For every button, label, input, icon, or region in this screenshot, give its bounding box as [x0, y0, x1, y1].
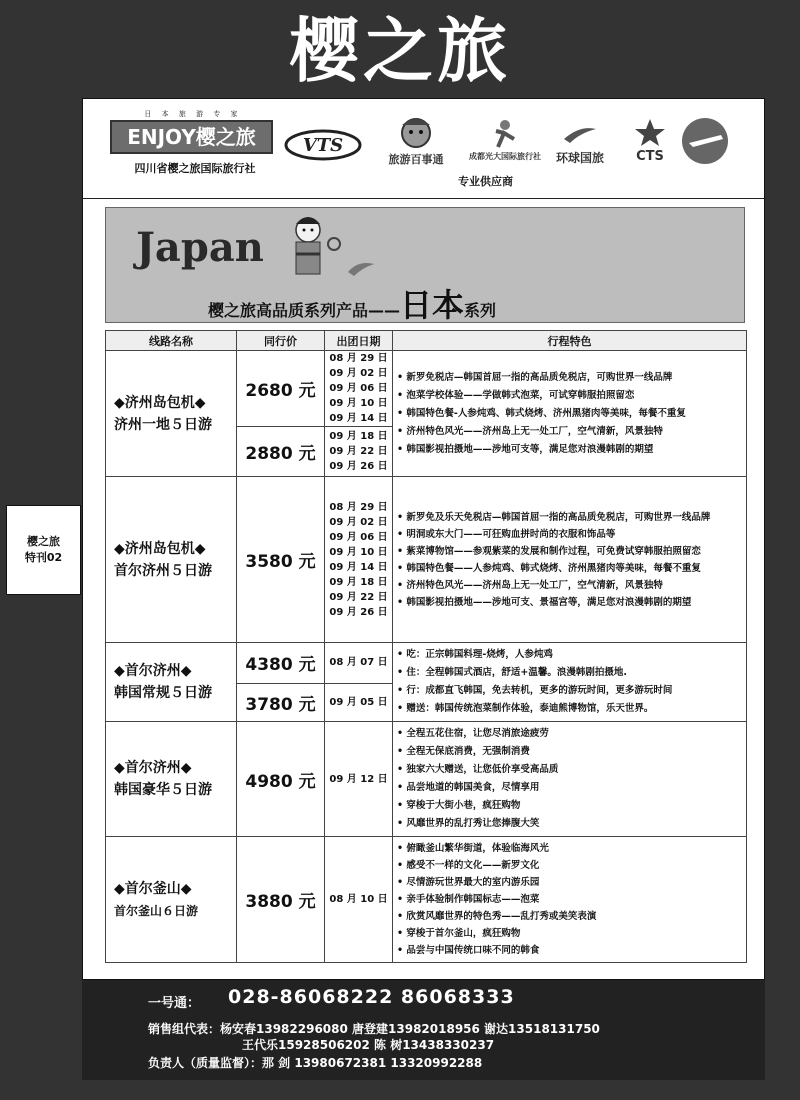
side-tag-line2: 特刊02: [24, 551, 63, 564]
brand-logo: ENJOY樱之旅: [110, 120, 273, 154]
footer: [82, 980, 765, 1080]
route-cell: ◆首尔济州◆ 韩国常规５日游: [106, 643, 237, 722]
airline-logo-icon: [681, 117, 729, 165]
runner-icon: [488, 117, 522, 149]
hotline-numbers: 028-86068222 86068333: [228, 986, 515, 1008]
dates-cell: 09 月 18 日 09 月 22 日 09 月 26 日: [325, 427, 393, 477]
side-tag: [6, 505, 81, 595]
price-cell: 3880 元: [237, 837, 325, 963]
table-row: [106, 351, 747, 427]
dates-cell: 08 月 10 日: [325, 837, 393, 963]
header-price: 同行价: [237, 331, 325, 351]
dates-cell: 08 月 07 日: [325, 643, 393, 684]
brand-tagline: 日 本 旅 游 专 家: [144, 110, 242, 118]
price-cell: 2880 元: [237, 427, 325, 477]
svg-text:VTS: VTS: [302, 135, 344, 156]
features-cell: • 全程五花住宿，让您尽消旅途疲劳 • 全程无保底消费，无强制消费 • 独家六大赠送，让您低价享受高品质 • 品尝地道的韩国美食，尽情享用 • 穿梭于大街小巷，疯狂购物 • 风靡世界的乱打秀让您捧腹大笑: [393, 722, 747, 837]
manager-line: 负责人（质量监督）：那 剑 13980672381 13320992288: [148, 1056, 483, 1070]
price-cell: 4980 元: [237, 722, 325, 837]
table-row: [106, 643, 747, 684]
banner-headline: 樱之旅高品质系列产品——日本系列: [208, 286, 497, 324]
side-tag-line1: 樱之旅: [27, 535, 60, 548]
partner-vts: [283, 127, 363, 165]
dates-cell: 08 月 29 日 09 月 02 日 09 月 06 日 09 月 10 日 09 月 14 日: [325, 351, 393, 427]
star-icon: [633, 117, 667, 147]
features-cell: • 新罗免及乐天免税店—韩国首屈一指的高品质免税店，可购世界一线品牌 • 明洞或东大门——可狂购血拼时尚的衣服和饰品等 • 紫菜博物馆——参观紫菜的发展和制作过程，可免费试穿韩服拍照留恋 • 韩国特色餐——人参炖鸡、韩式烧烤、济州黑猪肉等美味，每餐不重复 • 济州特色风光——济州岛上无一处工厂，空气清新，风景独特 • 韩国影视拍摄地——涉地可支、景福宫等，满足您对浪漫韩剧的期望: [393, 477, 747, 643]
dates-cell: 08 月 29 日 09 月 02 日 09 月 06 日 09 月 10 日 09 月 14 日 09 月 18 日 09 月 22 日 09 月 26 日: [325, 477, 393, 643]
swoosh-icon: [560, 119, 600, 147]
features-cell: • 俯瞰釜山繁华街道，体验临海风光 • 感受不一样的文化——新罗文化 • 尽情游玩世界最大的室内游乐园 • 亲手体验制作韩国标志——泡菜 • 欣赏风靡世界的特色秀——乱打秀或美笑表演 • 穿梭于首尔釜山，疯狂购物 • 品尝与中国传统口味不同的韩食: [393, 837, 747, 963]
dates-cell: 09 月 12 日: [325, 722, 393, 837]
brand-name: 四川省樱之旅国际旅行社: [134, 162, 256, 175]
partner-huanqiu: 环球国旅: [549, 119, 611, 166]
partner-guangda: 成都光大国际旅行社: [461, 117, 549, 162]
vts-logo-icon: [284, 127, 362, 163]
kimono-doll-icon: [276, 212, 346, 282]
partner-lvyoubaishitong: 旅游百事通: [379, 115, 453, 167]
mascot-icon: [396, 115, 436, 149]
bird-icon: [346, 258, 376, 278]
header-dates: 出团日期: [325, 331, 393, 351]
price-cell: 3580 元: [237, 477, 325, 643]
header-route: 线路名称: [106, 331, 237, 351]
route-cell: ◆首尔济州◆ 韩国豪华５日游: [106, 722, 237, 837]
table-header: [106, 331, 747, 351]
price-cell: 3780 元: [237, 683, 325, 721]
header-features: 行程特色: [393, 331, 747, 351]
features-cell: • 新罗免税店—韩国首屈一指的高品质免税店，可购世界一线品牌 • 泡菜学校体验——学做韩式泡菜，可试穿韩服拍照留恋 • 韩国特色餐-人参炖鸡、韩式烧烤、济州黑猪肉等美味，每餐不重复 • 济州特色风光——济州岛上无一处工厂，空气清新，风景独特 • 韩国影视拍摄地——涉地可支等，满足您对浪漫韩剧的期望: [393, 351, 747, 477]
table-row: [106, 477, 747, 643]
partner-cts: CTS: [625, 117, 675, 164]
sales-reps-line1: 销售组代表：杨安春13982296080 唐登建13982018956 谢达13518131750: [148, 1022, 600, 1036]
route-cell: ◆首尔釜山◆ 首尔釜山６日游: [106, 837, 237, 963]
price-cell: 4380 元: [237, 643, 325, 684]
route-cell: ◆济州岛包机◆ 首尔济州５日游: [106, 477, 237, 643]
header: [83, 99, 766, 199]
banner: [105, 207, 745, 323]
price-cell: 2680 元: [237, 351, 325, 427]
product-table: [105, 330, 747, 963]
supplier-label: 专业供应商: [458, 175, 513, 188]
page-title: 樱之旅: [289, 9, 511, 92]
banner-japan: Japan: [136, 224, 264, 271]
hotline-label: 一号通：: [148, 996, 201, 1011]
table-row: [106, 722, 747, 837]
brochure-sheet: [82, 98, 765, 980]
features-cell: • 吃：正宗韩国料理-烧烤，人参炖鸡 • 住：全程韩国式酒店，舒适+温馨。浪漫韩剧拍摄地. • 行：成都直飞韩国，免去转机，更多的游玩时间，更多游玩时间 • 赠送：韩国传统泡菜制作体验，泰迪熊博物馆，乐天世界。: [393, 643, 747, 722]
table-row: [106, 837, 747, 963]
dates-cell: 09 月 05 日: [325, 683, 393, 721]
sales-reps-line2: 王代乐15928506202 陈 树13438330237: [242, 1038, 495, 1052]
route-cell: ◆济州岛包机◆ 济州一地５日游: [106, 351, 237, 477]
